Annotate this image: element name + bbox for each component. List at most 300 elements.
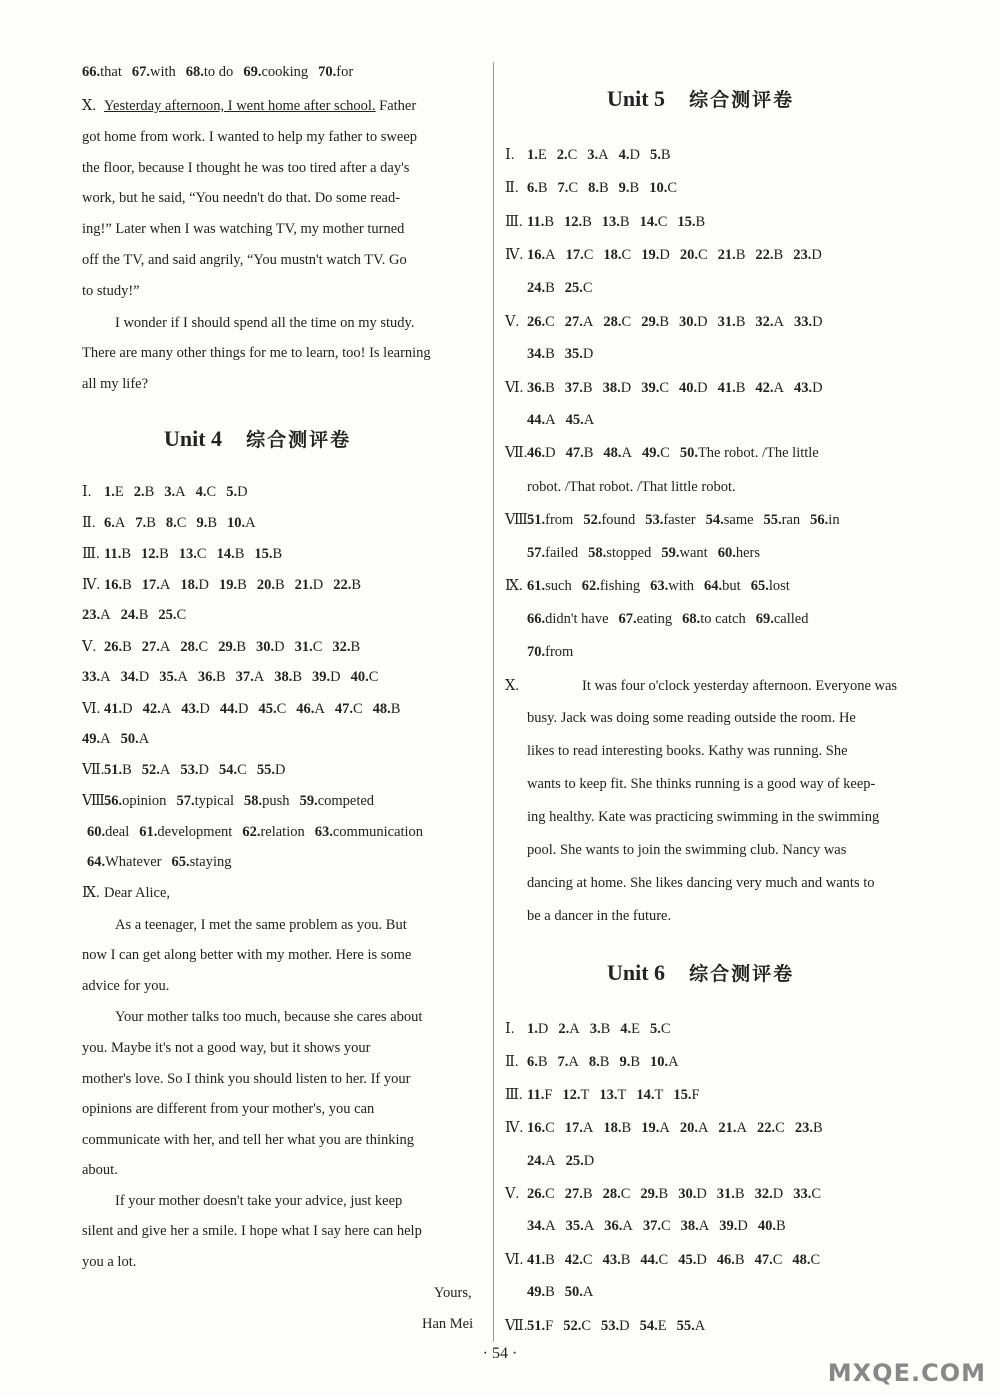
answer-item (679, 312, 708, 332)
line-body (104, 760, 295, 780)
line-body (527, 642, 583, 662)
answer-item (601, 1316, 630, 1336)
section-label: Ⅶ. (82, 762, 105, 778)
answer-value: but (722, 578, 741, 594)
line-body (115, 915, 407, 935)
answer-value: B (660, 147, 671, 163)
answer-value: C (312, 639, 323, 655)
question-number: 22. (333, 577, 352, 593)
question-number: 11. (104, 546, 122, 562)
answer-value: C (621, 247, 632, 263)
question-number: 33. (793, 1186, 812, 1202)
answer-item (588, 543, 651, 563)
answer-item (810, 510, 839, 530)
answer-value: A (582, 1284, 594, 1300)
answer-value: B (122, 577, 132, 593)
text-content: robot. /That robot. /That little robot. (527, 479, 736, 495)
answer-value: B (621, 1120, 632, 1136)
question-number: 62. (242, 824, 261, 840)
question-number: 29. (640, 1186, 659, 1202)
line-body (527, 477, 736, 497)
answer-item (315, 822, 423, 842)
answer-item (758, 1216, 786, 1236)
answer-item (677, 1316, 706, 1336)
question-number: 60. (87, 824, 106, 840)
unit-heading (164, 424, 351, 455)
answer-value: A (545, 412, 556, 428)
section-label: Ⅹ. (82, 98, 96, 114)
line-body (82, 62, 363, 82)
question-number: 6. (527, 180, 538, 196)
answer-value: B (773, 247, 784, 263)
text-content: silent and give her a smile. I hope what I say here can help (82, 1223, 422, 1239)
answer-value: B (582, 380, 593, 396)
answer-value: C (545, 1120, 555, 1136)
line-body (82, 1160, 118, 1180)
answer-item (641, 1118, 670, 1138)
answer-value: push (262, 793, 290, 809)
answer-value: A (773, 380, 785, 396)
question-number: 43. (602, 1252, 621, 1268)
question-number: 17. (565, 247, 584, 263)
question-number: 3. (164, 484, 176, 500)
answer-item (599, 1085, 626, 1105)
answer-value: E (631, 1021, 640, 1037)
question-number: 52. (583, 512, 602, 528)
answer-item (158, 605, 186, 625)
answer-value: B (812, 1120, 823, 1136)
unit-title: Unit 4 (164, 426, 223, 451)
question-number: 40. (757, 1218, 776, 1234)
question-number: 32. (755, 314, 774, 330)
answer-item (588, 178, 609, 198)
question-number: 18. (603, 247, 622, 263)
answer-item (121, 605, 149, 625)
question-number: 8. (588, 180, 599, 196)
question-number: 10. (227, 515, 246, 531)
answer-value: A (622, 1218, 633, 1234)
answer-value: D (330, 669, 341, 685)
question-number: 43. (181, 701, 200, 717)
answer-value: T (617, 1087, 627, 1103)
text-content: communicate with her, and tell her what you are thinking (82, 1132, 415, 1148)
answer-value: opinion (122, 793, 167, 809)
question-number: 20. (679, 247, 698, 263)
answer-item (318, 62, 353, 82)
answer-item (680, 1118, 709, 1138)
line-body (82, 127, 417, 147)
line-body (104, 513, 266, 533)
answer-item (566, 443, 594, 463)
answer-item (527, 510, 573, 530)
question-number: 69. (755, 611, 774, 627)
answer-item (82, 62, 122, 82)
answer-value: B (350, 639, 361, 655)
question-number: 59. (661, 545, 680, 561)
answer-item (603, 1118, 631, 1138)
question-number: 45. (258, 701, 277, 717)
answer-value: C (545, 314, 555, 330)
answer-value: B (598, 180, 609, 196)
line-body (82, 188, 400, 208)
question-number: 37. (642, 1218, 661, 1234)
answer-item (527, 1250, 555, 1270)
question-number: 53. (601, 1318, 620, 1334)
line-body (527, 840, 846, 860)
question-number: 50. (120, 731, 139, 747)
answer-item (226, 482, 247, 502)
answer-item (718, 312, 746, 332)
question-number: 31. (717, 314, 736, 330)
line-body (422, 1314, 473, 1334)
column-divider (493, 62, 494, 1342)
text-content: As a teenager, I met the same problem as you. But (115, 917, 407, 933)
section-label: Ⅴ. (505, 1186, 520, 1202)
text-content: It was four o'clock yesterday afternoon. Everyone was (582, 678, 898, 694)
question-number: 33. (794, 314, 813, 330)
answer-value: C (810, 1252, 821, 1268)
answer-item (717, 1184, 745, 1204)
line-body (527, 576, 800, 596)
answer-value: B (121, 546, 131, 562)
answer-value: deal (105, 824, 130, 840)
section-label: Ⅰ. (505, 147, 515, 163)
line-body (527, 906, 671, 926)
answer-value: relation (260, 824, 305, 840)
answer-value: B (545, 346, 555, 362)
answer-item (312, 667, 341, 687)
answer-value: B (234, 546, 245, 562)
test-title: 综合测评卷 (246, 429, 352, 451)
answer-item (141, 544, 169, 564)
question-number: 4. (618, 147, 630, 163)
question-number: 14. (639, 214, 658, 230)
answer-item (562, 1085, 589, 1105)
answer-value: that (100, 64, 122, 80)
answer-item (527, 145, 547, 165)
text-content: off the TV, and said angrily, “You mustn't watch TV. Go (82, 252, 407, 268)
answer-item (243, 62, 308, 82)
answer-value: communication (332, 824, 424, 840)
answer-item (527, 378, 555, 398)
answer-value: staying (189, 854, 232, 870)
answer-item (82, 667, 111, 687)
line-body (82, 1038, 370, 1058)
answer-item (678, 1184, 707, 1204)
answer-value: A (545, 1218, 556, 1234)
answer-item (645, 510, 695, 530)
answer-value: D (737, 1218, 748, 1234)
answer-value: B (659, 314, 669, 330)
line-body (527, 609, 818, 629)
question-number: 24. (120, 607, 139, 623)
question-number: 64. (704, 578, 723, 594)
answer-item (257, 575, 285, 595)
answer-item (565, 1250, 593, 1270)
line-body (104, 482, 258, 502)
question-number: 39. (641, 380, 660, 396)
question-number: 10. (650, 1054, 669, 1070)
answer-item (704, 576, 741, 596)
answer-item (718, 245, 746, 265)
question-number: 6. (527, 1054, 538, 1070)
answer-value: C (176, 515, 187, 531)
answer-value: B (215, 669, 226, 685)
question-number: 32. (754, 1186, 773, 1202)
question-number: 29. (641, 314, 660, 330)
line-body (527, 1085, 710, 1105)
answer-item (335, 699, 363, 719)
line-body (104, 575, 371, 595)
answer-item (227, 513, 256, 533)
answer-value: A (253, 669, 265, 685)
answer-item (650, 1019, 671, 1039)
answer-value: lost (768, 578, 790, 594)
question-number: 35. (564, 346, 583, 362)
question-number: 61. (139, 824, 158, 840)
section-label: Ⅲ. (505, 1087, 523, 1103)
answer-value: B (582, 1186, 593, 1202)
question-number: 51. (527, 512, 546, 528)
answer-item (527, 1184, 555, 1204)
answer-item (373, 699, 401, 719)
answer-item (186, 62, 234, 82)
answer-value: C (583, 247, 594, 263)
answer-value: B (159, 546, 169, 562)
answer-value: C (775, 1120, 785, 1136)
answer-item (641, 312, 669, 332)
question-number: 16. (104, 577, 123, 593)
answer-value: A (159, 639, 171, 655)
answer-item (619, 145, 640, 165)
answer-value: D (696, 1252, 707, 1268)
answer-value: C (206, 484, 217, 500)
line-body (82, 250, 407, 270)
answer-item (604, 1216, 633, 1236)
answer-item (527, 1085, 552, 1105)
watermark-logo (828, 1359, 986, 1387)
question-number: 13. (601, 214, 620, 230)
text-segment: Father (375, 98, 417, 114)
answer-value: C (620, 1186, 631, 1202)
question-number: 66. (82, 64, 101, 80)
answer-value: B (390, 701, 401, 717)
line-body (82, 729, 159, 749)
question-number: 48. (603, 445, 622, 461)
answer-item (619, 1052, 640, 1072)
answer-value: B (545, 280, 555, 296)
line-body (434, 1283, 472, 1303)
answer-item (679, 378, 708, 398)
answer-value: eating (636, 611, 673, 627)
answer-item (527, 312, 555, 332)
question-number: 40. (679, 380, 698, 396)
text-content: opinions are different from your mother's, you can (82, 1101, 375, 1117)
answer-item (557, 145, 578, 165)
question-number: 36. (527, 380, 546, 396)
line-body (527, 245, 832, 265)
answer-value: A (160, 701, 172, 717)
answer-item (565, 1118, 594, 1138)
answer-value: with (668, 578, 695, 594)
answer-value: B (735, 380, 746, 396)
answer-value: in (828, 512, 840, 528)
answer-item (527, 178, 548, 198)
question-number: 14. (216, 546, 235, 562)
answer-value: same (723, 512, 754, 528)
answer-value: D (696, 1186, 707, 1202)
line-body (582, 676, 897, 696)
answer-item (620, 1019, 640, 1039)
answer-value: typical (194, 793, 235, 809)
text-content: work, but he said, “You needn't do that. Do some read- (82, 190, 401, 206)
answer-item (527, 344, 555, 364)
question-number: 18. (180, 577, 199, 593)
question-number: 45. (678, 1252, 697, 1268)
answer-item (104, 513, 125, 533)
line-body (527, 212, 715, 232)
section-label: Ⅸ. (505, 578, 523, 594)
line-body (527, 807, 879, 827)
line-body (527, 178, 687, 198)
answer-value: want (679, 545, 708, 561)
answer-value: B (734, 1252, 745, 1268)
answer-value: T (654, 1087, 664, 1103)
question-number: 42. (142, 701, 161, 717)
answer-item (104, 544, 131, 564)
answer-value: B (775, 1218, 786, 1234)
answer-item (142, 760, 171, 780)
answer-item (527, 1216, 556, 1236)
answer-item (755, 245, 783, 265)
answer-item (603, 1250, 631, 1270)
answer-item (756, 609, 809, 629)
answer-value: B (292, 669, 303, 685)
question-number: 22. (757, 1120, 776, 1136)
answer-value: C (621, 314, 632, 330)
question-number: 46. (716, 1252, 735, 1268)
answer-value: F (691, 1087, 700, 1103)
answer-item (196, 513, 217, 533)
answer-item (589, 1052, 610, 1072)
answer-item (139, 822, 232, 842)
question-number: 24. (527, 1153, 546, 1169)
answer-item (566, 1216, 595, 1236)
answer-item (142, 575, 171, 595)
answer-value: C (811, 1186, 821, 1202)
answer-item (794, 312, 823, 332)
line-body (527, 1052, 689, 1072)
answer-item (678, 1250, 707, 1270)
answer-item (582, 576, 640, 596)
answer-item (236, 667, 265, 687)
question-number: 21. (294, 577, 313, 593)
answer-value: C (660, 445, 670, 461)
answer-value: D (620, 380, 632, 396)
answer-item (527, 576, 572, 596)
line-body (527, 1216, 796, 1236)
line-body (527, 1282, 603, 1302)
line-body (527, 312, 833, 332)
question-number: 36. (197, 669, 216, 685)
text-content: about. (82, 1162, 118, 1178)
line-body (82, 605, 196, 625)
line-body (82, 945, 411, 965)
text-content: now I can get along better with my mother. Here is some (82, 947, 412, 963)
question-number: 16. (527, 247, 546, 263)
question-number: 4. (620, 1021, 632, 1037)
answer-value: D (138, 669, 150, 685)
answer-item (565, 312, 594, 332)
answer-item (220, 699, 249, 719)
answer-value: B (619, 214, 630, 230)
line-body (115, 1191, 402, 1211)
question-number: 24. (527, 280, 546, 296)
answer-value: A (598, 147, 609, 163)
line-body (104, 637, 370, 657)
answer-value: called (773, 611, 809, 627)
question-number: 38. (602, 380, 621, 396)
answer-item (219, 575, 247, 595)
answer-value: hers (735, 545, 760, 561)
answer-value: B (545, 1284, 555, 1300)
answer-item (121, 667, 150, 687)
answer-value: C (582, 1252, 593, 1268)
answer-item (751, 576, 790, 596)
answer-item (104, 482, 124, 502)
question-number: 48. (372, 701, 391, 717)
answer-value: A (698, 1218, 710, 1234)
question-number: 58. (588, 545, 607, 561)
question-number: 7. (557, 180, 569, 196)
answer-item (565, 378, 593, 398)
answer-value: F (545, 1318, 554, 1334)
answer-item (217, 544, 245, 564)
answer-item (164, 482, 185, 502)
answer-item (296, 699, 325, 719)
answer-item (565, 278, 593, 298)
answer-value: A (621, 445, 633, 461)
answer-value: D (122, 701, 133, 717)
answer-value: to catch (700, 611, 746, 627)
text-content: I wonder if I should spend all the time on my study. (115, 315, 415, 331)
question-number: 12. (562, 1087, 581, 1103)
answer-value: competed (317, 793, 375, 809)
text-content: you. Maybe it's not a good way, but it shows your (82, 1040, 371, 1056)
answer-item (104, 760, 132, 780)
answer-value: C (660, 1021, 671, 1037)
question-number: 2. (558, 1021, 570, 1037)
line-body (527, 774, 875, 794)
question-number: 15. (673, 1087, 692, 1103)
question-number: 35. (159, 669, 178, 685)
question-number: 57. (527, 545, 546, 561)
answer-value: D (198, 762, 210, 778)
answer-item (104, 637, 132, 657)
section-label: Ⅳ. (82, 577, 101, 593)
answer-item (558, 1019, 579, 1039)
question-number: 23. (82, 607, 101, 623)
answer-value: A (314, 701, 325, 717)
answer-value: A (668, 1054, 679, 1070)
answer-item (558, 178, 579, 198)
line-body (527, 410, 604, 430)
question-number: 37. (564, 380, 583, 396)
text-content: Han Mei (422, 1316, 474, 1332)
question-number: 1. (527, 147, 538, 163)
answer-item (681, 1216, 710, 1236)
answer-item (274, 667, 302, 687)
